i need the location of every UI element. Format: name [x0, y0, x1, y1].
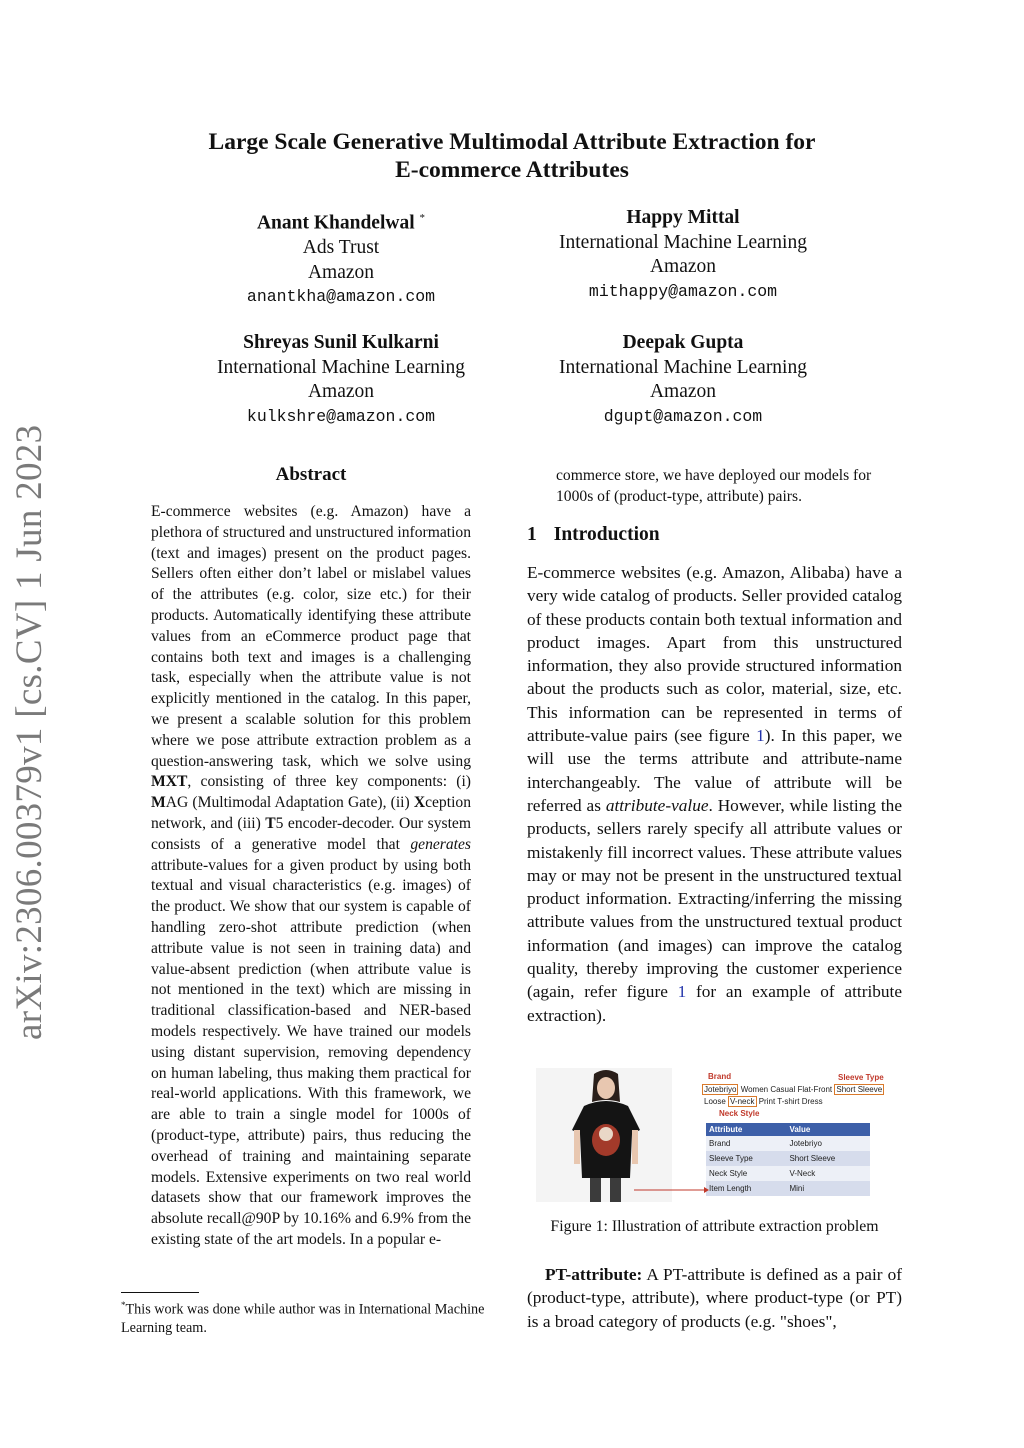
- author-block-3: [171, 331, 511, 429]
- author-name: Anant Khandelwal *: [256, 212, 426, 234]
- author-email[interactable]: anantkha@amazon.com: [246, 287, 436, 306]
- author-name: Deepak Gupta: [622, 332, 744, 353]
- author-org: Amazon: [649, 256, 717, 277]
- author-block-4: [513, 331, 853, 429]
- product-image: [536, 1068, 672, 1202]
- table-cell: Neck Style: [706, 1166, 786, 1181]
- arxiv-identifier: [8, 424, 88, 1041]
- pt-attribute-paragraph: PT-attribute: A PT-attribute is defined as a pair of (product-type, attribute), where product-type (or PT) is a broad category of products (e.g. "shoes",: [527, 1265, 902, 1331]
- footnote-rule: [121, 1292, 199, 1293]
- author-dept: International Machine Learning: [217, 356, 465, 378]
- title-line-1: Large Scale Generative Multimodal Attribute Extraction for: [208, 129, 816, 155]
- figure-1: [536, 1068, 891, 1202]
- table-cell: V-Neck: [786, 1166, 870, 1181]
- table-row: [706, 1166, 870, 1181]
- author-dept: Ads Trust: [302, 237, 380, 258]
- table-header-cell: Attribute: [706, 1123, 786, 1136]
- author-email[interactable]: dgupt@amazon.com: [603, 406, 763, 426]
- author-dept: International Machine Learning: [559, 231, 807, 253]
- footnote: *This work was done while author was in International Machine Learning team.: [121, 1300, 485, 1337]
- section-number: 1: [527, 524, 537, 545]
- section-heading-introduction: [527, 524, 660, 546]
- table-cell: Jotebriyo: [786, 1136, 870, 1151]
- paper-title: [130, 128, 894, 184]
- fig-attribute-table: [706, 1123, 870, 1196]
- table-cell: Sleeve Type: [706, 1151, 786, 1166]
- author-dept: International Machine Learning: [559, 356, 807, 378]
- fig-label-neck-style: Neck Style: [719, 1109, 760, 1118]
- author-email[interactable]: mithappy@amazon.com: [588, 281, 778, 301]
- introduction-body: E-commerce websites (e.g. Amazon, Alibaba) have a very wide catalog of products. Seller provided catalog of these products contain both textual information and product images. Apart from this unstructured information, they also provide structured information about the products such as color, material, size, etc. This information can be represented in terms of attribute-value pairs (see figure 1). In this paper, we will use the terms attribute and attribute-name interchangeably. The value of attribute will be referred as attribute-value. However, while listing the products, sellers rarely specify all attribute values or mistakenly fill incorrect values. These attribute values may or may not be present in the unstructured textual product information. Extracting/inferring the missing attribute values from the unstructured textual product information (and images) can improve the catalog quality, thereby improving the customer experience (again, refer figure 1 for an example of attribute extraction).: [527, 563, 903, 1025]
- fig-product-title-line2: Loose V-neck Print T-shirt Dress: [704, 1097, 823, 1106]
- author-block-2: [513, 206, 853, 304]
- figure-ref-link[interactable]: 1: [677, 982, 687, 1002]
- title-line-2: E-commerce Attributes: [395, 157, 629, 183]
- table-row: [706, 1181, 870, 1196]
- abstract-continuation: commerce store, we have deployed our models for 1000s of (product-type, attribute) pairs.: [556, 467, 872, 505]
- table-header-cell: Value: [786, 1123, 870, 1136]
- table-row: [706, 1151, 870, 1166]
- abstract-body: E-commerce websites (e.g. Amazon) have a plethora of structured and unstructured information (text and images) present on the product pages. Sellers often either don’t label or mislabel values of the attributes (e.g. color, size etc.) for their products. Automatically identifying these attribute values from an eCommerce product page that contains both text and images is a challenging task, especially when the attribute value is not explicitly mentioned in the catalog. In this paper, we present a scalable solution for this problem where we pose attribute extraction problem as a question-answering task, which we solve using MXT, consisting of three key components: (i) MAG (Multimodal Adaptation Gate), (ii) Xception network, and (iii) T5 encoder-decoder. Our system consists of a generative model that generates attribute-values for a given product by using both textual and visual characteristics (e.g. images) of the product. We show that our system is capable of handling zero-shot attribute prediction (when attribute value is not seen in training data) and value-absent prediction (when attribute value is not mentioned in the text) which are missing in traditional classification-based and NER-based models respectively. We have trained our models using distant supervision, removing dependency on human labeling, thus making them practical for real-world applications. With this framework, we are able to train a single model for 1000s of (product-type, attribute) pairs, thus reducing the overhead of training and maintaining separate models. Extensive experiments on two real world datasets show that our framework improves the absolute recall@90P by 10.16% and 6.9% from the existing state of the art models. In a popular e-: [151, 503, 472, 1248]
- table-cell: Mini: [786, 1181, 870, 1196]
- table-cell: Item Length: [706, 1181, 786, 1196]
- arxiv-identifier-text: arXiv:2306.00379v1 [cs.CV] 1 Jun 2023: [9, 424, 50, 1040]
- table-header-row: [706, 1123, 870, 1136]
- author-name: Happy Mittal: [626, 207, 740, 228]
- fig-label-sleeve-type: Sleeve Type: [838, 1073, 884, 1082]
- author-org: Amazon: [649, 381, 717, 402]
- figure-caption: Figure 1: Illustration of attribute extraction problem: [550, 1218, 879, 1235]
- author-email[interactable]: kulkshre@amazon.com: [246, 406, 436, 426]
- footnote-mark: *: [419, 212, 426, 224]
- fig-product-title-line1: Jotebriyo Women Casual Flat-Front Short Sleeve: [704, 1085, 883, 1094]
- footnote-mark: *: [121, 1300, 126, 1310]
- author-block-1: [171, 206, 511, 310]
- fig-label-brand: Brand: [708, 1072, 732, 1081]
- abstract-heading: Abstract: [275, 464, 347, 485]
- pt-attribute-label: PT-attribute:: [545, 1265, 643, 1284]
- author-org: Amazon: [307, 381, 375, 402]
- author-name: Shreyas Sunil Kulkarni: [243, 332, 439, 353]
- table-cell: Brand: [706, 1136, 786, 1151]
- section-title: Introduction: [553, 524, 660, 545]
- table-cell: Short Sleeve: [786, 1151, 870, 1166]
- author-org: Amazon: [307, 261, 375, 283]
- figure-ref-link[interactable]: 1: [756, 726, 765, 746]
- table-row: [706, 1136, 870, 1151]
